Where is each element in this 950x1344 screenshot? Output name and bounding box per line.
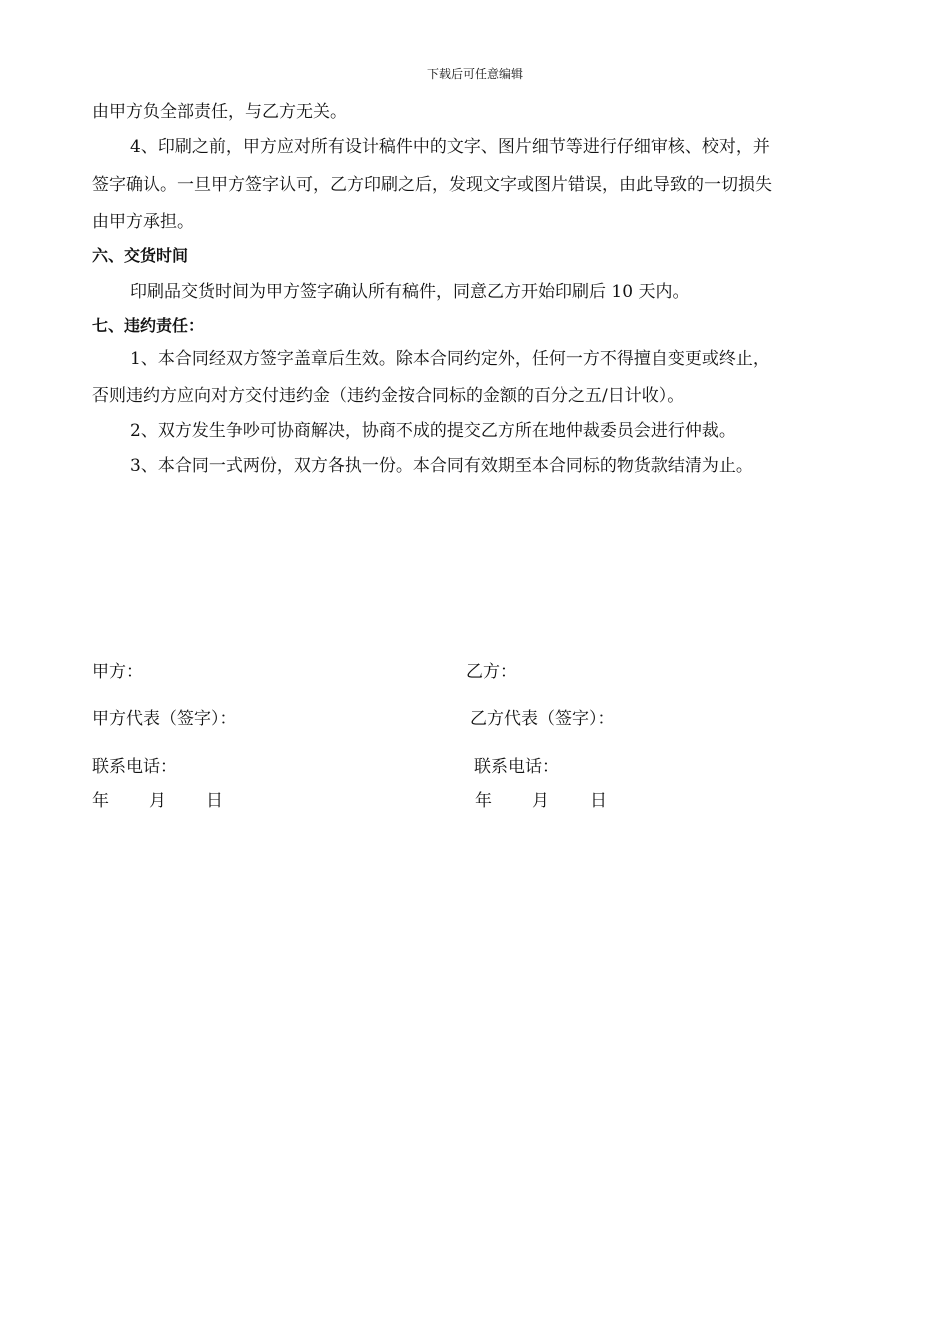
section-6-heading: 六、交货时间 bbox=[92, 246, 189, 265]
section-7-clause-1-line-1: 1、本合同经双方签字盖章后生效。除本合同约定外，任何一方不得擅自变更或终止， bbox=[130, 349, 770, 369]
clause-4-line-1: 4、印刷之前，甲方应对所有设计稿件中的文字、图片细节等进行仔细审核、校对，并 bbox=[130, 137, 770, 157]
party-b-label: 乙方： bbox=[466, 662, 517, 682]
section-7-clause-2: 2、双方发生争吵可协商解决，协商不成的提交乙方所在地仲裁委员会进行仲裁。 bbox=[130, 421, 736, 441]
clause-4-line-2: 签字确认。一旦甲方签字认可，乙方印刷之后，发现文字或图片错误，由此导致的一切损失 bbox=[92, 175, 772, 195]
section-7-clause-3: 3、本合同一式两份，双方各执一份。本合同有效期至本合同标的物货款结清为止。 bbox=[130, 456, 753, 476]
date-day-label: 日 bbox=[206, 791, 223, 811]
date-month-label: 月 bbox=[532, 791, 549, 811]
clause-4-line-3: 由甲方承担。 bbox=[92, 212, 194, 232]
date-day-label: 日 bbox=[590, 791, 607, 811]
date-year-label: 年 bbox=[92, 791, 109, 811]
party-a-representative-label: 甲方代表（签字）： bbox=[92, 709, 237, 729]
page-header-note: 下载后可任意编辑 bbox=[426, 67, 523, 81]
paragraph-line: 由甲方负全部责任，与乙方无关。 bbox=[92, 102, 347, 122]
date-year-label: 年 bbox=[475, 791, 492, 811]
section-7-clause-1-line-2: 否则违约方应向对方交付违约金（违约金按合同标的金额的百分之五/日计收）。 bbox=[92, 386, 685, 406]
party-a-phone-label: 联系电话： bbox=[92, 757, 177, 777]
party-b-phone-label: 联系电话： bbox=[474, 757, 559, 777]
party-a-label: 甲方： bbox=[92, 662, 143, 682]
section-6-text: 印刷品交货时间为甲方签字确认所有稿件，同意乙方开始印刷后 10 天内。 bbox=[130, 282, 690, 302]
section-7-heading: 七、违约责任： bbox=[92, 316, 205, 335]
party-b-representative-label: 乙方代表（签字）： bbox=[470, 709, 615, 729]
date-month-label: 月 bbox=[149, 791, 166, 811]
